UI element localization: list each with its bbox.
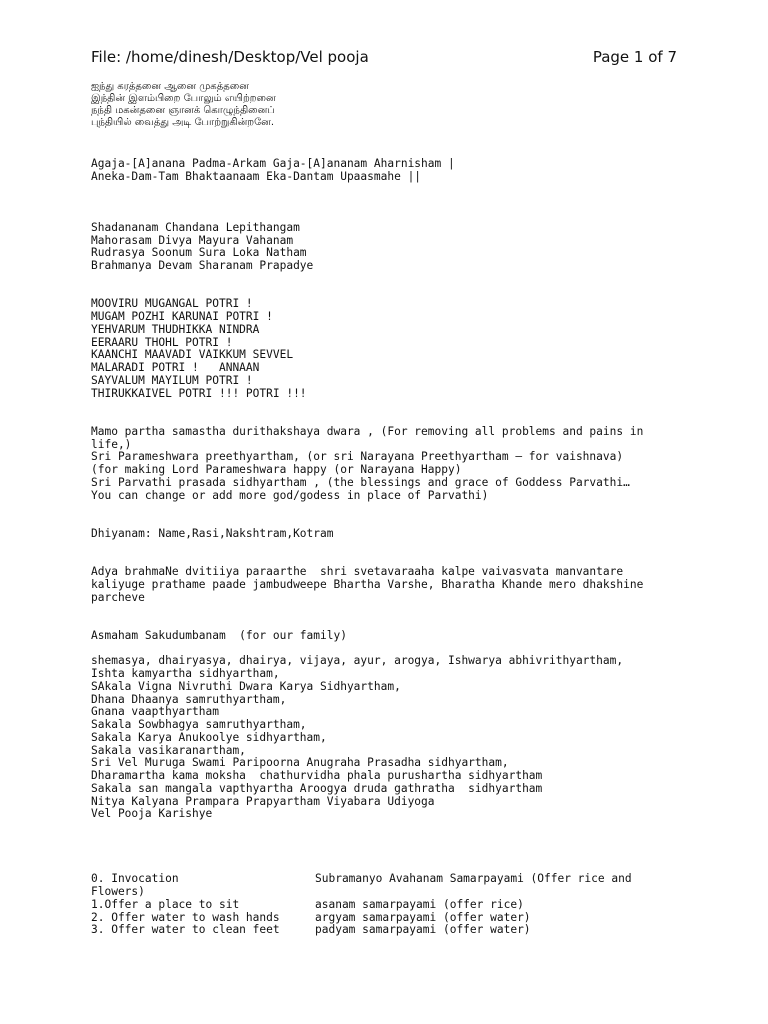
adya-line: parcheve [91, 590, 145, 604]
adya-sankalpa [91, 566, 681, 604]
adya-line: kaliyuge prathame paade jambudweepe Bhartha Varshe, Bharatha Khande mero dhakshine [91, 577, 644, 591]
tamil-line: ஐந்து கரத்தனை ஆனை முகத்தனை [91, 81, 249, 92]
benefit-line: Gnana vaapthyartham [91, 705, 219, 719]
step-row [91, 873, 681, 886]
potri-line: MOOVIRU MUGANGAL POTRI ! [91, 297, 253, 311]
step-row [91, 886, 681, 899]
dhiyanam-line: Dhiyanam: Name,Rasi,Nakshtram,Kotram [91, 526, 334, 540]
shloka-line: Mahorasam Divya Mayura Vahanam [91, 233, 294, 247]
step-name: 3. Offer water to clean feet [91, 923, 280, 937]
subramanya-shloka [91, 222, 681, 273]
tamil-verse [91, 81, 276, 129]
shloka-line: Agaja-[A]anana Padma-Arkam Gaja-[A]ananam Aharnisham | [91, 157, 455, 170]
shloka-line: Rudrasya Soonum Sura Loka Natham [91, 246, 307, 260]
potri-line: SAYVALUM MAYILUM POTRI ! [91, 373, 253, 387]
step-row [91, 899, 681, 912]
step-mantra: Subramanyo Avahanam Samarpayami (Offer rice and [315, 872, 632, 886]
sankalpa-line: Sri Parameshwara preethyartham, (or sri Narayana Preethyartham – for vaishnava) [91, 450, 624, 464]
potri-line: THIRUKKAIVEL POTRI !!! POTRI !!! [91, 386, 307, 400]
benefit-line: Dhana Dhaanya samruthyartham, [91, 692, 287, 706]
sankalpa-line: life,) [91, 437, 132, 451]
sankalpa-line: Mamo partha samastha durithakshaya dwara , (For removing all problems and pains in [91, 424, 644, 438]
potri-line: EERAARU THOHL POTRI ! [91, 335, 233, 349]
benefit-line: shemasya, dhairyasya, dhairya, vijaya, ayur, arogya, Ishwarya abhivrithyartham, [91, 654, 624, 668]
benefit-line: Sri Vel Muruga Swami Paripoorna Anugraha Prasadha sidhyartham, [91, 756, 509, 770]
potri-line: MALARADI POTRI ! ANNAAN [91, 361, 260, 374]
benefit-line: Dharamartha kama moksha chathurvidha phala purushartha sidhyartham [91, 769, 543, 782]
tamil-line: இந்தின் இளம்பிறை போலும் எயிற்றனை [91, 93, 276, 104]
step-mantra: padyam samarpayami (offer water) [315, 923, 531, 937]
benefit-line: Ishta kamyartha sidhyartham, [91, 667, 280, 680]
benefit-line: Sakala Karya Anukoolye sidhyartham, [91, 730, 327, 744]
benefits-list [91, 655, 681, 821]
step-row [91, 924, 681, 937]
step-name: Flowers) [91, 885, 145, 898]
potri-line: YEHVARUM THUDHIKKA NINDRA [91, 322, 260, 336]
potri-line: MUGAM POZHI KARUNAI POTRI ! [91, 310, 273, 323]
shloka-line: Aneka-Dam-Tam Bhaktaanaam Eka-Dantam Upaasmahe || [91, 169, 422, 183]
page-indicator: Page 1 of 7 [592, 48, 677, 66]
benefit-line: Nitya Kalyana Prampara Prapyartham Viyabara Udiyoga [91, 794, 435, 808]
benefit-line: SAkala Vigna Nivruthi Dwara Karya Sidhyartham, [91, 679, 401, 693]
step-mantra: asanam samarpayami (offer rice) [315, 897, 524, 911]
document-body [91, 158, 681, 937]
tamil-line: புந்தியில் வைத்து அடி போற்றுகின்றனே. [91, 117, 275, 128]
asmaham-line: Asmaham Sakudumbanam (for our family) [91, 628, 347, 642]
file-path: File: /home/dinesh/Desktop/Vel pooja [91, 48, 369, 66]
benefit-line: Vel Pooja Karishye [91, 807, 213, 821]
shloka-line: Shadananam Chandana Lepithangam [91, 220, 300, 234]
sankalpa-line: Sri Parvathi prasada sidhyartham , (the blessings and grace of Goddess Parvathi… [91, 475, 630, 489]
sankalpa-intro [91, 426, 681, 503]
tamil-line: நந்தி மகன்தனை ஞானக் கொழுந்தினைப் [91, 105, 275, 116]
potri-line: KAANCHI MAAVADI VAIKKUM SEVVEL [91, 348, 294, 362]
step-name: 0. Invocation [91, 872, 179, 886]
step-name: 2. Offer water to wash hands [91, 910, 280, 924]
benefit-line: Sakala Sowbhagya samruthyartham, [91, 718, 307, 731]
step-mantra: argyam samarpayami (offer water) [315, 910, 531, 924]
potri-verse [91, 298, 681, 400]
benefit-line: Sakala san mangala vapthyartha Aroogya druda gathratha sidhyartham [91, 781, 543, 795]
sankalpa-line: You can change or add more god/godess in place of Parvathi) [91, 488, 489, 502]
step-name: 1.Offer a place to sit [91, 897, 240, 911]
ganesha-shloka [91, 158, 681, 184]
adya-line: Adya brahmaNe dvitiiya paraarthe shri svetavaraaha kalpe vaivasvata manvantare [91, 565, 624, 578]
pooja-steps [91, 873, 681, 937]
sankalpa-line: (for making Lord Parameshwara happy (or Narayana Happy) [91, 463, 462, 476]
shloka-line: Brahmanya Devam Sharanam Prapadye [91, 259, 314, 272]
page-header [91, 48, 677, 72]
benefit-line: Sakala vasikaranartham, [91, 743, 246, 757]
